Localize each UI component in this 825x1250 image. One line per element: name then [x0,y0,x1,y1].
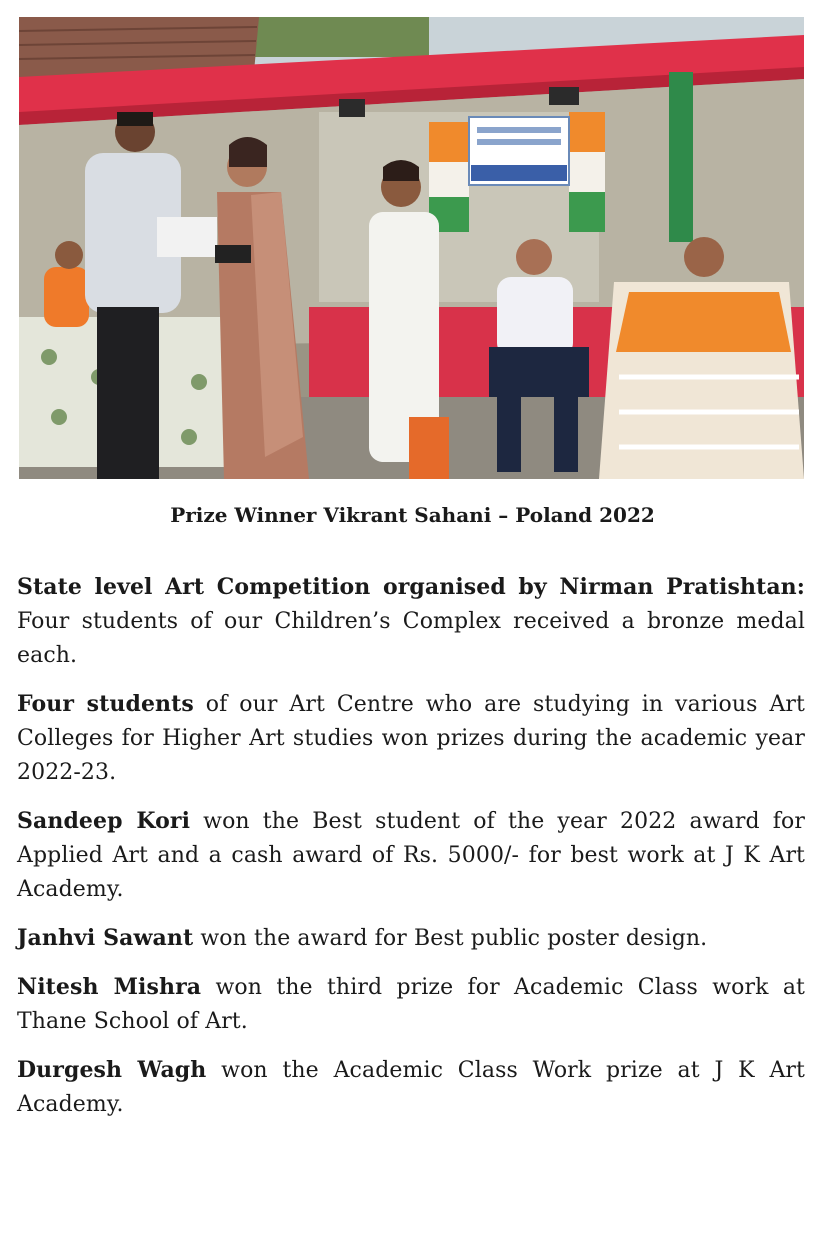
paragraph-lead: Durgesh Wagh [17,1057,207,1083]
paragraph-durgesh-wagh [17,1053,805,1122]
paragraph-nitesh-mishra [17,970,805,1039]
paragraph-text: won the Academic Class Work prize at J K Art Academy. [17,1058,805,1117]
paragraph-sandeep-kori [17,804,805,907]
paragraph-text: won the third prize for Academic Class work at Thane School of Art. [17,975,805,1034]
paragraph-four-students [17,687,805,790]
paragraph-text: won the award for Best public poster design. [193,926,708,951]
ceremony-scene [19,17,804,479]
paragraph-lead: Janhvi Sawant [17,925,194,951]
paragraph-lead: Sandeep Kori [17,808,191,834]
paragraph-text: Four students of our Children’s Complex received a bronze medal each. [17,609,805,668]
paragraph-lead: State level Art Competition organised by Nirman Pratishtan: [17,574,805,600]
paragraph-state-level-competition [17,570,805,673]
paragraph-lead: Nitesh Mishra [17,974,202,1000]
article-body [17,570,805,1136]
paragraph-text: of our Art Centre who are studying in various Art Colleges for Higher Art studies won prizes during the academic year 2022-23. [17,692,805,785]
prize-ceremony-photo [19,17,804,479]
paragraph-janhvi-sawant [17,921,805,956]
photo-caption: Prize Winner Vikrant Sahani – Poland 2022 [170,503,655,527]
paragraph-lead: Four students [17,691,194,717]
paragraph-text: won the Best student of the year 2022 award for Applied Art and a cash award of Rs. 5000/- for best work at J K Art Academy. [17,809,805,902]
